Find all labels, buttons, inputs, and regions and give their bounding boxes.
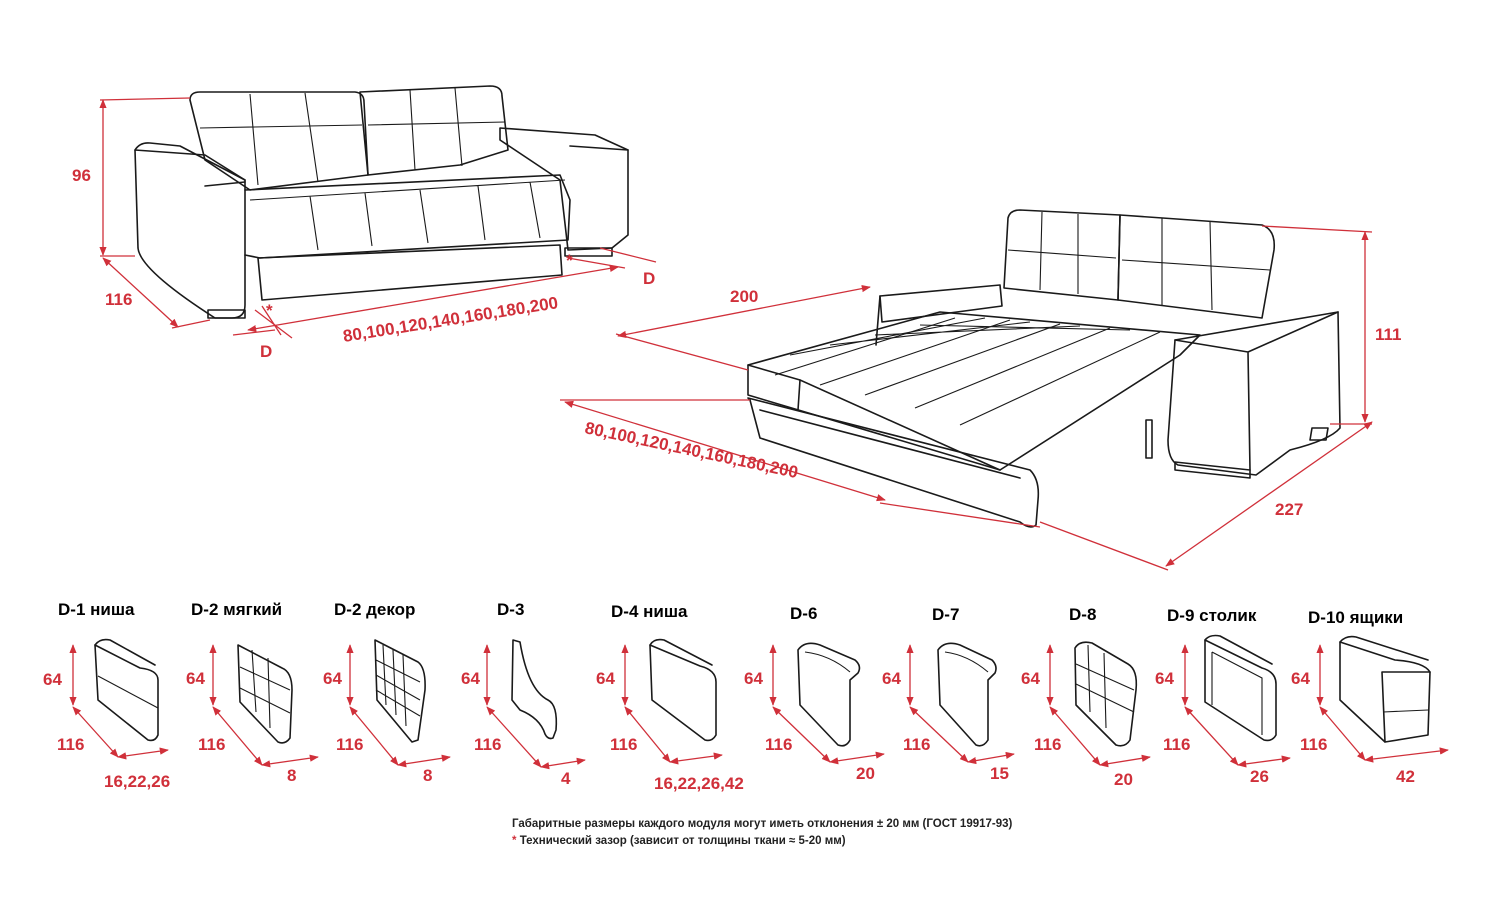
- module-height-label: 64: [596, 669, 615, 688]
- module-width-label: 42: [1396, 767, 1415, 786]
- module-title: D-2 мягкий: [191, 600, 283, 619]
- module-height-label: 64: [43, 670, 62, 689]
- module-depth-label: 116: [765, 735, 793, 754]
- gap-note-text: Технический зазор (зависит от толщины ткани ≈ 5-20 мм): [519, 835, 846, 847]
- open-sofa-width-label: 80,100,120,140,160,180,200: [583, 418, 800, 483]
- module-depth-label: 116: [57, 735, 85, 754]
- module-height-label: 64: [461, 669, 480, 688]
- closed-sofa-width-label: 80,100,120,140,160,180,200: [341, 293, 560, 346]
- module-title: D-6: [790, 604, 818, 623]
- module-title: D-3: [497, 600, 525, 619]
- module-title: D-2 декор: [334, 600, 416, 619]
- module-depth-label: 116: [610, 735, 638, 754]
- module-width-label: 8: [287, 766, 297, 785]
- module-d1: [73, 640, 168, 757]
- module-title: D-1 ниша: [58, 600, 135, 619]
- module-height-label: 64: [186, 669, 205, 688]
- closed-sofa-height-label: 96: [72, 166, 91, 185]
- closed-sofa-drawing: [100, 86, 656, 338]
- gap-note: [512, 833, 1012, 850]
- closed-sofa-d-right-label: D: [643, 269, 656, 288]
- module-height-label: 64: [882, 669, 901, 688]
- open-sofa-depth-label: 227: [1275, 500, 1304, 519]
- module-d10: [1320, 637, 1448, 760]
- module-depth-label: 116: [198, 735, 226, 754]
- module-height-label: 64: [1291, 669, 1310, 688]
- module-title: D-4 ниша: [611, 602, 688, 621]
- module-title: D-8: [1069, 605, 1097, 624]
- module-width-label: 26: [1250, 767, 1269, 786]
- module-width-label: 15: [990, 764, 1009, 783]
- closed-sofa-d-left-label: D: [260, 342, 273, 361]
- footnotes: [512, 816, 1012, 850]
- module-height-label: 64: [323, 669, 342, 688]
- module-height-label: 64: [1021, 669, 1040, 688]
- module-d4: [625, 640, 722, 762]
- module-width-label: 16,22,26,42: [654, 774, 744, 793]
- closed-sofa-depth-label: 116: [105, 290, 133, 309]
- module-width-label: 16,22,26: [104, 772, 171, 791]
- module-title: D-7: [932, 605, 960, 624]
- module-title: D-9 столик: [1167, 606, 1257, 625]
- module-depth-label: 116: [1034, 735, 1062, 754]
- closed-sofa-gap-mark-right: *: [566, 251, 573, 270]
- gap-note-star: *: [512, 835, 517, 847]
- module-d2-decor: [350, 640, 450, 765]
- open-sofa-length-label: 200: [730, 287, 759, 306]
- module-width-label: 20: [856, 764, 875, 783]
- module-width-label: 20: [1114, 770, 1133, 789]
- module-height-label: 64: [1155, 669, 1174, 688]
- module-depth-label: 116: [1163, 735, 1191, 754]
- module-d9: [1185, 636, 1290, 766]
- module-height-label: 64: [744, 669, 763, 688]
- module-d3: [487, 640, 585, 767]
- module-width-label: 4: [561, 769, 571, 788]
- module-title: D-10 ящики: [1308, 608, 1404, 627]
- module-depth-label: 116: [1300, 735, 1328, 754]
- module-width-label: 8: [423, 766, 433, 785]
- open-sofa-drawing: [560, 210, 1372, 570]
- module-depth-label: 116: [903, 735, 931, 754]
- module-depth-label: 116: [336, 735, 364, 754]
- closed-sofa-gap-mark-left: *: [266, 301, 273, 320]
- module-d2-soft: [213, 645, 318, 765]
- tolerance-note: Габаритные размеры каждого модуля могут иметь отклонения ± 20 мм (ГОСТ 19917-93): [512, 818, 1013, 830]
- module-d8: [1050, 642, 1150, 765]
- open-sofa-height-label: 111: [1375, 325, 1402, 344]
- module-depth-label: 116: [474, 735, 502, 754]
